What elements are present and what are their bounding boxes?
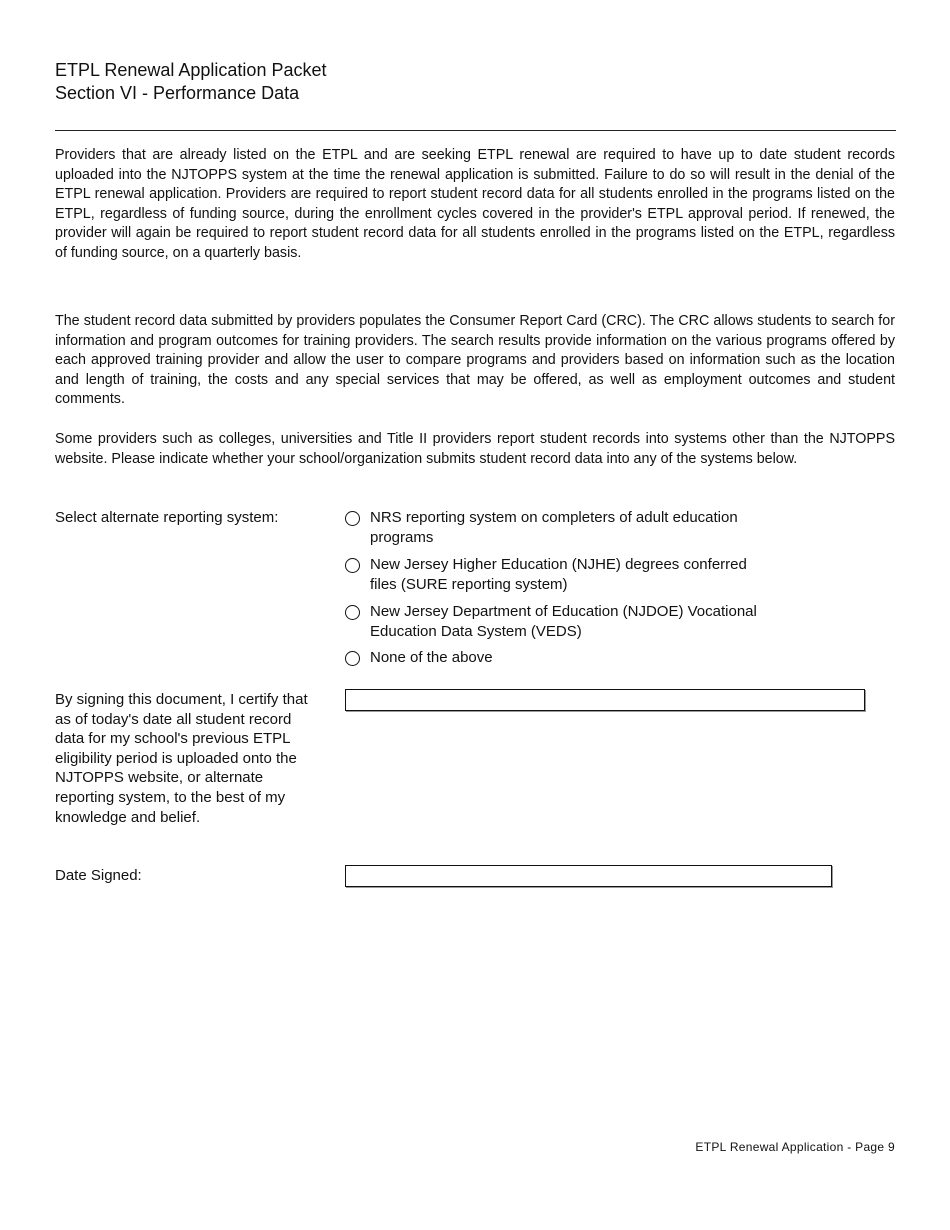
paragraph-consumer-report-card: The student record data submitted by providers populates the Consumer Report Card (CRC). The CRC allows students to search for information and program outcomes for training providers. The search results provide information on the various programs offered by each approved training provider and allow the user to compare programs and providers based on information such as the location and length of training, the costs and any special services that may be offered, as well as employment outcomes and student comments. xyxy=(55,313,895,408)
paragraph-alternate-systems: Some providers such as colleges, universities and Title II providers report student records into systems other than the NJTOPPS website. Please indicate whether your school/organization submits student record data into any of the systems below. xyxy=(55,431,895,467)
signature-field[interactable] xyxy=(345,689,865,711)
header-divider xyxy=(55,130,896,131)
paragraph-renewal-requirements: Providers that are already listed on the ETPL and are seeking ETPL renewal are required to have up to date student records uploaded into the NJTOPPS system at the time the renewal application is submitted. Failure to do so will result in the denial of the ETPL renewal application. Providers are required to report student record data for all students enrolled in the programs listed on the ETPL, regardless of funding source, during the enrollment cycles covered in the provider's ETPL approval period. If renewed, the provider will again be required to report student record data for all students enrolled in the programs listed on the ETPL, regardless of funding source, on a quarterly basis. xyxy=(55,147,895,261)
radio-button[interactable] xyxy=(345,558,360,573)
radio-label: None of the above xyxy=(370,649,493,666)
radio-button[interactable] xyxy=(345,605,360,620)
radio-option-nrs[interactable] xyxy=(345,508,765,547)
radio-option-njdoe[interactable] xyxy=(345,602,765,641)
radio-button[interactable] xyxy=(345,511,360,526)
radio-button[interactable] xyxy=(345,651,360,666)
radio-label: New Jersey Department of Education (NJDOE) Vocational Education Data System (VEDS) xyxy=(370,603,757,640)
select-system-label: Select alternate reporting system: xyxy=(55,509,279,526)
radio-option-none[interactable] xyxy=(345,648,765,668)
date-signed-label: Date Signed: xyxy=(55,867,142,884)
section-title: Section VI - Performance Data xyxy=(55,83,300,103)
date-signed-field[interactable] xyxy=(345,865,832,887)
radio-label: NRS reporting system on completers of adult education programs xyxy=(370,509,738,546)
document-title: ETPL Renewal Application Packet xyxy=(55,60,327,80)
certification-label: By signing this document, I certify that as of today's date all student record data for my school's previous ETPL eligibility period is uploaded onto the NJTOPPS website, or alternate reporting system, to the best of my knowledge and belief. xyxy=(55,691,308,826)
document-header xyxy=(55,59,327,105)
radio-label: New Jersey Higher Education (NJHE) degrees conferred files (SURE reporting system) xyxy=(370,556,747,593)
radio-option-njhe[interactable] xyxy=(345,555,765,594)
page-footer: ETPL Renewal Application - Page 9 xyxy=(695,1140,895,1154)
